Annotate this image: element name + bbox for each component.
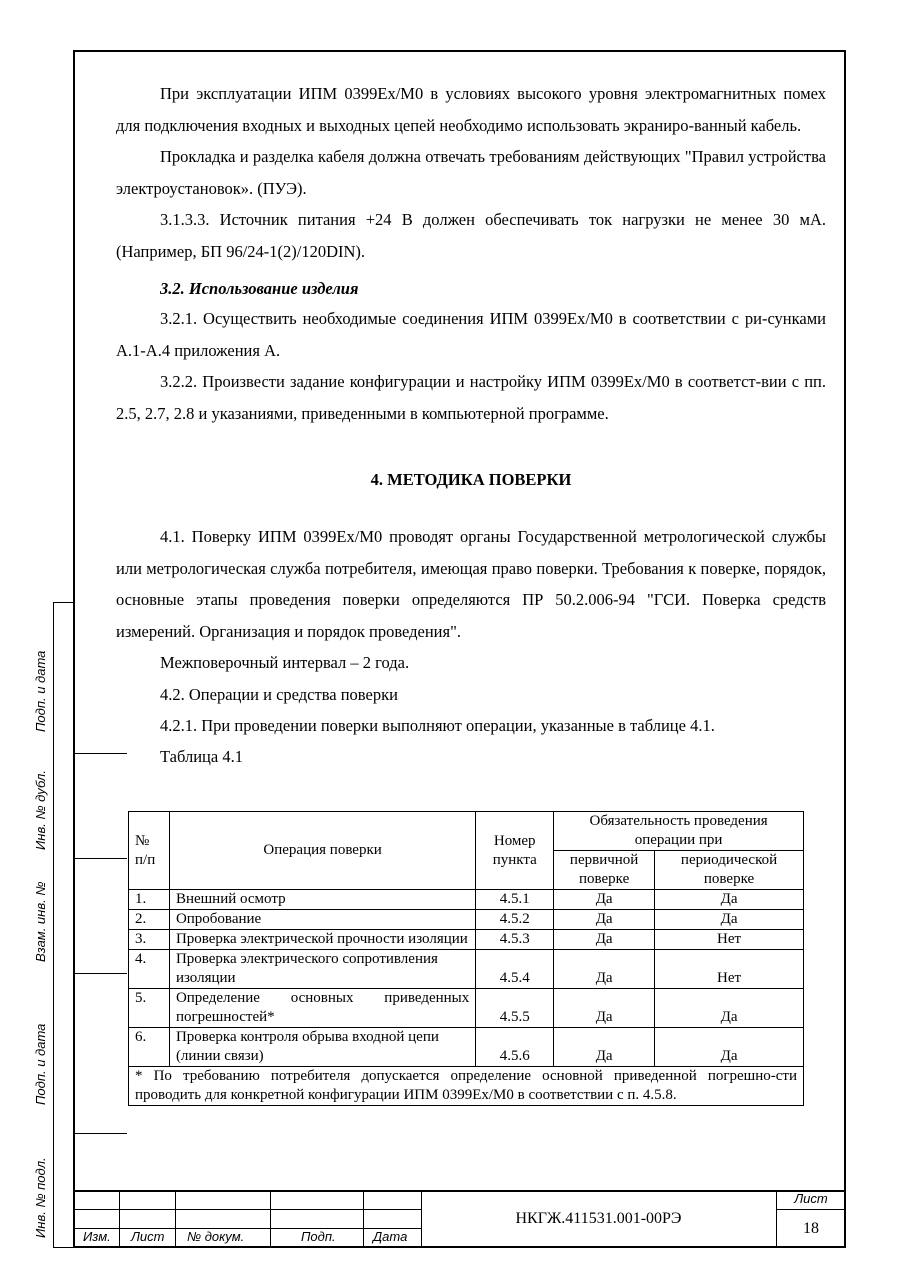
sheet-number: 18	[803, 1220, 819, 1237]
cell-periodic: Да	[655, 1028, 804, 1067]
cell-primary: Да	[554, 890, 655, 910]
document-code: НКГЖ.411531.001-00РЭ	[515, 1210, 682, 1227]
cell-periodic: Нет	[655, 930, 804, 950]
header-operation: Операция поверки	[169, 812, 475, 890]
cell-periodic: Да	[655, 890, 804, 910]
stamp-label-sign: Подп.	[301, 1229, 336, 1244]
side-label-inv-dup: Инв. № дубл.	[33, 770, 48, 850]
stamp-line	[776, 1209, 846, 1210]
paragraph: Межповерочный интервал – 2 года.	[160, 653, 410, 672]
side-label-sign-date-1: Подп. и дата	[33, 650, 48, 732]
cell-operation: Внешний осмотр	[169, 890, 475, 910]
header-primary: первичной поверке	[554, 851, 655, 890]
stamp-top-border	[73, 1190, 846, 1192]
paragraph: 3.2.1. Осуществить необходимые соединения ИПМ 0399Ex/М0 в соответствии с ри-сунками А.1-А.4 приложения А.	[116, 309, 826, 360]
cell-primary: Да	[554, 910, 655, 930]
cell-periodic: Да	[655, 910, 804, 930]
cell-primary: Да	[554, 950, 655, 989]
side-label-inv-orig: Инв. № подл.	[33, 1157, 48, 1238]
cell-operation: Проверка контроля обрыва входной цепи (линии связи)	[169, 1028, 475, 1067]
side-divider	[74, 973, 127, 974]
cell-primary: Да	[554, 989, 655, 1028]
stamp-label-doc-num: № докум.	[187, 1229, 245, 1244]
table-footnote: * По требованию потребителя допускается определение основной приведенной погрешно-сти проводить для конкретной конфигурации ИПМ 0399Ex/М0 в соответствии с п. 4.5.8.	[129, 1067, 804, 1106]
side-strip	[53, 602, 73, 1248]
title-block	[73, 1190, 846, 1248]
cell-clause: 4.5.2	[476, 910, 554, 930]
cell-clause: 4.5.4	[476, 950, 554, 989]
table-row	[129, 950, 804, 989]
side-label-sign-date-2: Подп. и дата	[33, 1023, 48, 1105]
document-body	[116, 78, 826, 772]
stamp-label-list: Лист	[131, 1229, 165, 1244]
cell-num: 6.	[129, 1028, 170, 1067]
header-clause: Номер пункта	[476, 812, 554, 890]
stamp-line	[73, 1228, 421, 1229]
cell-clause: 4.5.6	[476, 1028, 554, 1067]
cell-num: 2.	[129, 910, 170, 930]
cell-num: 4.	[129, 950, 170, 989]
paragraph: 4.2.1. При проведении поверки выполняют операции, указанные в таблице 4.1.	[160, 716, 715, 735]
paragraph: 3.1.3.3. Источник питания +24 В должен обеспечивать ток нагрузки не менее 30 мА. (Например, БП 96/24-1(2)/120DIN).	[116, 210, 826, 261]
header-num: № п/п	[129, 812, 170, 890]
stamp-line	[363, 1190, 364, 1248]
table-row	[129, 910, 804, 930]
stamp-line	[73, 1209, 421, 1210]
cell-operation: Проверка электрической прочности изоляции	[169, 930, 475, 950]
header-obligation: Обязательность проведения операции при	[554, 812, 804, 851]
section-title: 4. МЕТОДИКА ПОВЕРКИ	[370, 470, 572, 489]
cell-primary: Да	[554, 930, 655, 950]
cell-num: 1.	[129, 890, 170, 910]
paragraph: Прокладка и разделка кабеля должна отвечать требованиям действующих "Правил устройства электроустановок». (ПУЭ).	[116, 147, 826, 198]
stamp-line	[175, 1190, 176, 1248]
sheet-label: Лист	[794, 1191, 828, 1206]
cell-clause: 4.5.3	[476, 930, 554, 950]
paragraph: 3.2.2. Произвести задание конфигурации и настройку ИПМ 0399Ex/М0 в соответст-вии с пп. 2.5, 2.7, 2.8 и указаниями, приведенными в компьютерной программе.	[116, 372, 826, 423]
side-label-replace-inv: Взам. инв. №	[33, 881, 48, 962]
cell-operation: Опробование	[169, 910, 475, 930]
table-row	[129, 989, 804, 1028]
verification-operations-table	[128, 811, 804, 1106]
cell-clause: 4.5.5	[476, 989, 554, 1028]
stamp-label-izm: Изм.	[83, 1229, 111, 1244]
stamp-label-date: Дата	[373, 1229, 408, 1244]
header-periodic: периодической поверке	[655, 851, 804, 890]
cell-operation: Проверка электрического сопротивления изоляции	[169, 950, 475, 989]
cell-periodic: Да	[655, 989, 804, 1028]
side-divider	[74, 1133, 127, 1134]
side-divider	[74, 858, 127, 859]
cell-periodic: Нет	[655, 950, 804, 989]
table-caption: Таблица 4.1	[160, 746, 243, 766]
paragraph: 4.1. Поверку ИПМ 0399Ex/М0 проводят органы Государственной метрологической службы или метрологическая служба потребителя, имеющая право поверки. Требования к поверке, порядок, основные этапы проведения поверки определяются ПР 50.2.006-94 "ГСИ. Поверка средств измерений. Организация и порядок проведения".	[116, 527, 826, 641]
cell-clause: 4.5.1	[476, 890, 554, 910]
stamp-line	[119, 1190, 120, 1248]
subsection-heading: 3.2. Использование изделия	[160, 279, 359, 298]
cell-num: 5.	[129, 989, 170, 1028]
cell-num: 3.	[129, 930, 170, 950]
table-row	[129, 1028, 804, 1067]
table-row	[129, 890, 804, 910]
cell-operation: Определение основных приведенных погрешностей*	[169, 989, 475, 1028]
cell-primary: Да	[554, 1028, 655, 1067]
stamp-line	[270, 1190, 271, 1248]
paragraph: 4.2. Операции и средства поверки	[160, 684, 398, 704]
paragraph: При эксплуатации ИПМ 0399Ex/М0 в условиях высокого уровня электромагнитных помех для подключения входных и выходных цепей необходимо использовать экраниро-ванный кабель.	[116, 84, 826, 135]
table-row	[129, 930, 804, 950]
